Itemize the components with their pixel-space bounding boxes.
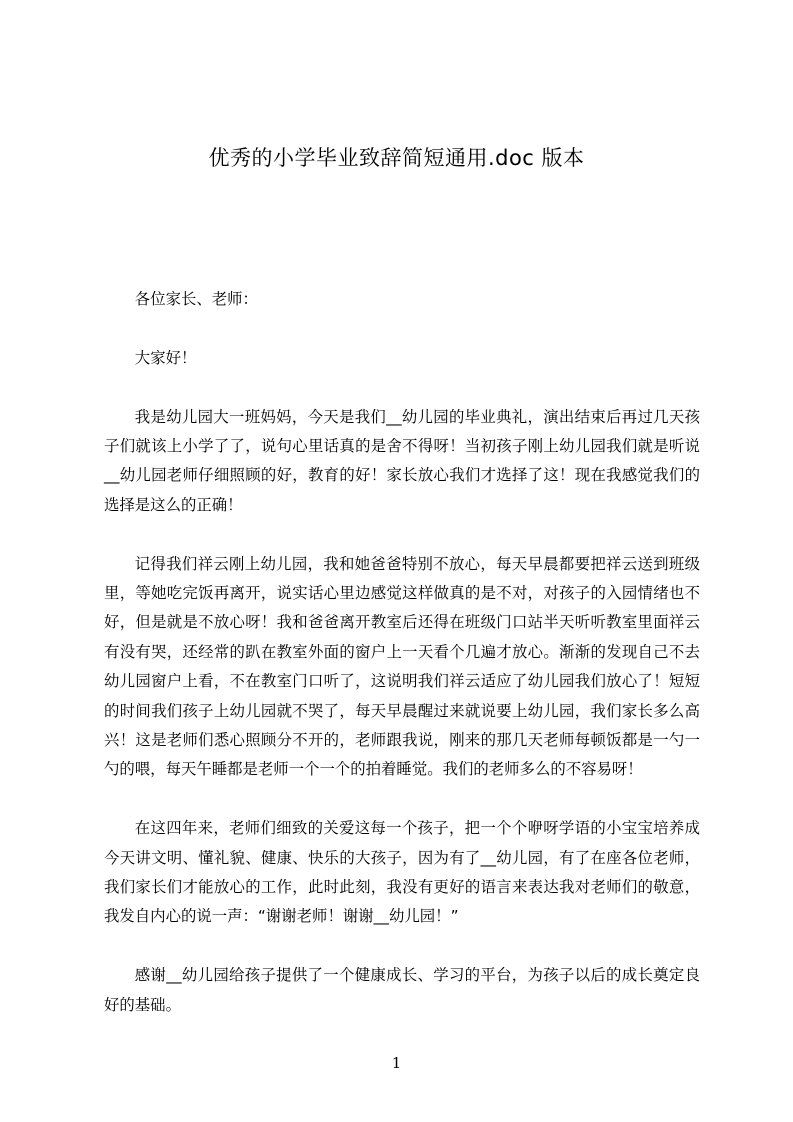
body-paragraph: 我是幼儿园大一班妈妈，今天是我们__幼儿园的毕业典礼，演出结束后再过几天孩子们就该上小学了了，说句心里话真的是舍不得呀！当初孩子刚上幼儿园我们就是听说__幼儿园老师仔细照顾的好，教育的好！家长放心我们才选择了这！现在我感觉我们的选择是这么的正确！ xyxy=(104,407,700,514)
document-body xyxy=(104,285,700,1049)
body-paragraph: 感谢__幼儿园给孩子提供了一个健康成长、学习的平台，为孩子以后的成长奠定良好的基础。 xyxy=(104,966,700,1014)
page-number: 1 xyxy=(391,1054,402,1072)
body-paragraph: 在这四年来，老师们细致的关爱这每一个孩子，把一个个咿呀学语的小宝宝培养成今天讲文明、懂礼貌、健康、快乐的大孩子，因为有了__幼儿园，有了在座各位老师，我们家长们才能放心的工作，此时此刻，我没有更好的语言来表达我对老师们的敬意，我发自内心的说一声：“谢谢老师！谢谢__幼儿园！” xyxy=(104,819,700,926)
greeting: 大家好！ xyxy=(134,348,197,367)
document-title: 优秀的小学毕业致辞简短通用.doc 版本 xyxy=(208,146,585,170)
body-paragraph: 记得我们祥云刚上幼儿园，我和她爸爸特别不放心，每天早晨都要把祥云送到班级里，等她吃完饭再离开，说实话心里边感觉这样做真的是不对，对孩子的入园情绪也不好，但是就是不放心呀！我和爸爸离开教室后还得在班级门口站半天听听教室里面祥云有没有哭，还经常的趴在教室外面的窗户上一天看个几遍才放心。渐渐的发现自己不去幼儿园窗户上看，不在教室门口听了，这说明我们祥云适应了幼儿园我们放心了！短短的时间我们孩子上幼儿园就不哭了，每天早晨醒过来就说要上幼儿园，我们家长多么高兴！这是老师们悉心照顾分不开的，老师跟我说，刚来的那几天老师每顿饭都是一勺一勺的喂，每天午睡都是老师一个一个的拍着睡觉。我们的老师多么的不容易呀！ xyxy=(104,554,700,779)
salutation: 各位家长、老师： xyxy=(134,290,258,308)
